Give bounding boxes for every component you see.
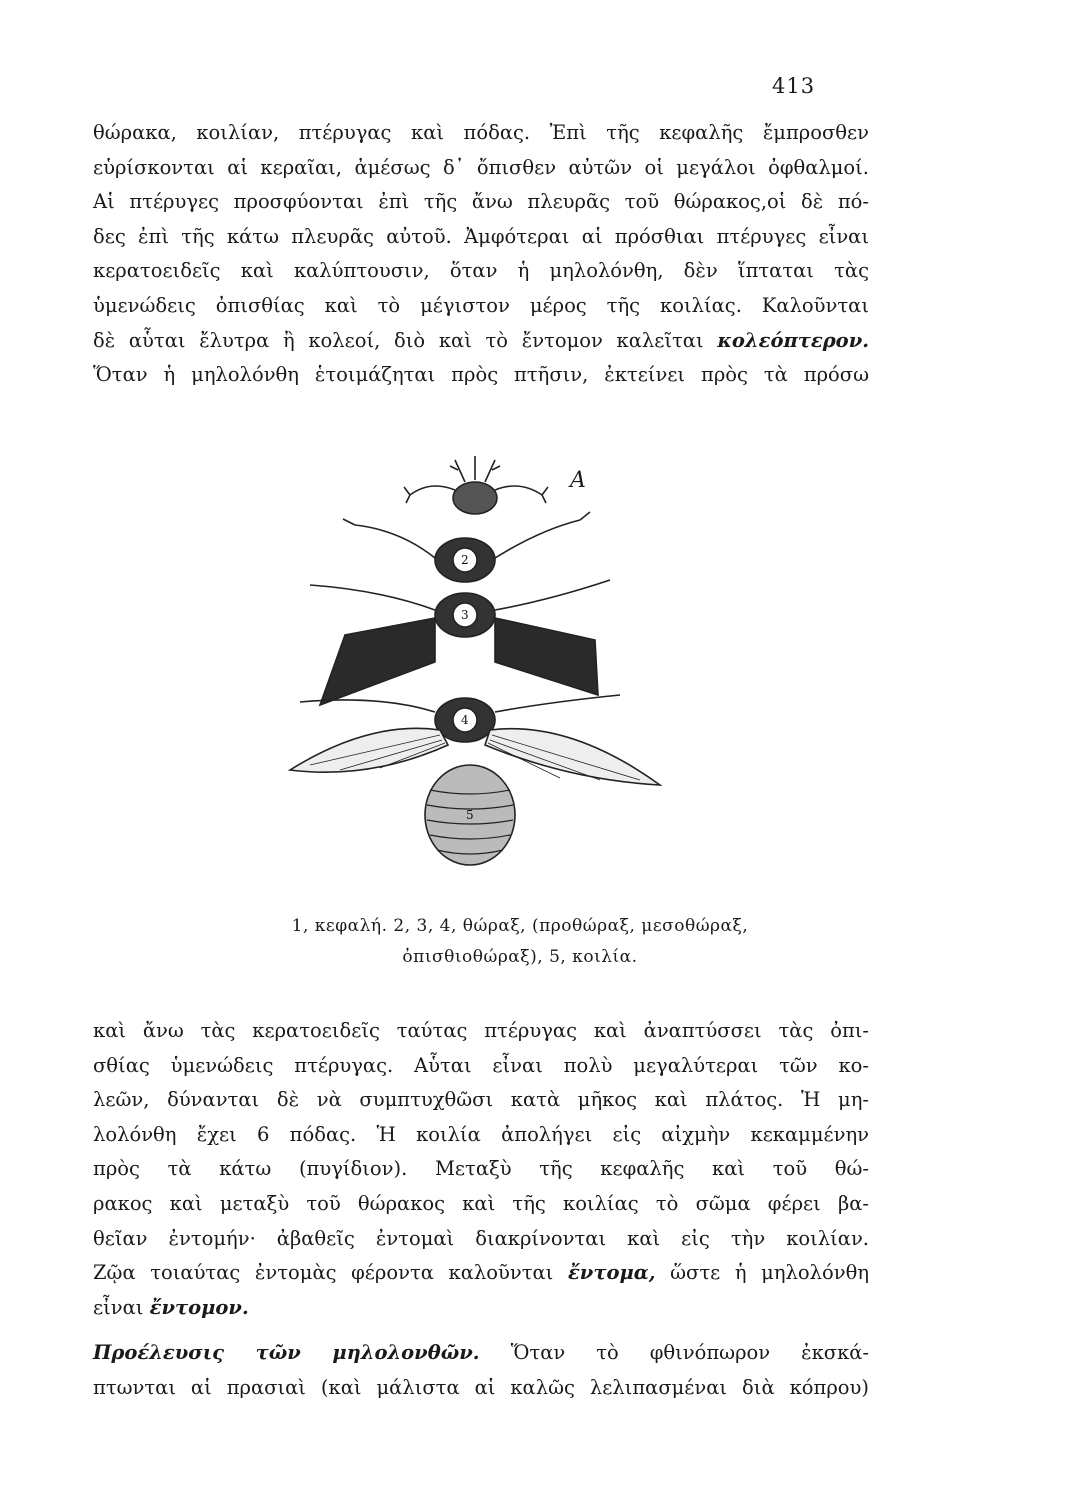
paragraph-2 [93, 1014, 869, 1325]
figure-caption-line-2: ὀπισθιοθώραξ), 5, κοιλία. [402, 947, 638, 967]
mouthparts [450, 456, 500, 482]
paragraph-1 [93, 116, 869, 393]
segment-number: 4 [461, 713, 469, 727]
text-line: πρὸς τὰ κάτω (πυγίδιον). Μεταξὺ τῆς κεφαλῆς καὶ τοῦ θώ- [93, 1157, 869, 1181]
segment-number: 3 [461, 608, 469, 622]
text-line: καὶ ἄνω τὰς κερατοειδεῖς ταύτας πτέρυγας καὶ ἀναπτύσσει τὰς ὀπι- [93, 1019, 869, 1042]
text-line: λολόνθη ἔχει 6 πόδας. Ἡ κοιλία ἀπολήγει εἰς αἰχμὴν κεκαμμένην [93, 1122, 869, 1146]
elytron-right [495, 618, 598, 695]
antenna-left [404, 486, 455, 503]
beetle-anatomy-figure [280, 440, 700, 880]
text-line: πτωνται αἱ πρασιαὶ (καὶ μάλιστα αἱ καλῶς λελιπασμέναι διὰ κόπρου) [93, 1375, 869, 1399]
paragraph-3 [93, 1336, 869, 1405]
text-fragment: Ζῷα τοιαύτας ἐντομὰς φέροντα καλοῦνται [93, 1261, 554, 1285]
bold-term-entoma: ἔντομα, [567, 1261, 656, 1285]
bold-term-koleopteron: κολεόπτερον. [717, 328, 870, 352]
text-fragment: δὲ αὗται ἔλυτρα ἢ κολεοί, διὸ καὶ τὸ ἔντομον καλεῖται [93, 328, 704, 352]
text-fragment: ὥστε ἡ μηλολόνθη [670, 1261, 870, 1285]
text-fragment: Ὅταν τὸ φθινόπωρον ἐκσκά- [510, 1341, 870, 1364]
text-line-with-term [93, 1291, 869, 1326]
text-line: ρακος καὶ μεταξὺ τοῦ θώρακος καὶ τῆς κοιλίας τὸ σῶμα φέρει βα- [93, 1191, 869, 1215]
text-line: Αἱ πτέρυγες προσφύονται ἐπὶ τῆς ἄνω πλευρᾶς τοῦ θώρακος,οἱ δὲ πό- [93, 190, 869, 214]
segment-number: 2 [461, 553, 469, 567]
figure-caption-line-1: 1, κεφαλή. 2, 3, 4, θώραξ, (προθώραξ, μεσοθώραξ, [291, 916, 749, 936]
figure-label: A [570, 468, 586, 493]
text-line: λεῶν, δύνανται δὲ νὰ συμπτυχθῶσι κατὰ μῆκος καὶ πλάτος. Ἡ μη- [93, 1088, 869, 1112]
text-line: σθίας ὑμενώδεις πτέρυγας. Αὗται εἶναι πολὺ μεγαλύτεραι τῶν κο- [93, 1053, 869, 1077]
text-line: θώρακα, κοιλίαν, πτέρυγας καὶ πόδας. Ἐπὶ τῆς κεφαλῆς ἔμπροσθεν [93, 121, 869, 144]
text-line-with-heading [93, 1336, 869, 1371]
antenna-right [495, 486, 548, 503]
text-line: Ὅταν ἡ μηλολόνθη ἑτοιμάζηται πρὸς πτῆσιν, ἐκτείνει πρὸς τὰ πρόσω [93, 363, 869, 387]
text-line: ὑμενώδεις ὀπισθίας καὶ τὸ μέγιστον μέρος τῆς κοιλίας. Καλοῦνται [93, 293, 869, 317]
section-heading: Προέλευσις τῶν μηλολονθῶν. [93, 1341, 480, 1364]
text-line-with-term [93, 324, 869, 359]
text-line: εὑρίσκονται αἱ κεραῖαι, ἀμέσως δ᾽ ὄπισθεν αὐτῶν οἱ μεγάλοι ὀφθαλμοί. [93, 155, 869, 179]
text-fragment: εἶναι [93, 1295, 144, 1319]
text-line: κερατοειδεῖς καὶ καλύπτουσιν, ὅταν ἡ μηλολόνθη, δὲν ἵπταται τὰς [93, 259, 869, 283]
bold-term-entomon: ἔντομον. [149, 1295, 249, 1319]
text-line: θεῖαν ἐντομήν· ἀβαθεῖς ἐντομαὶ διακρίνονται καὶ εἰς τὴν κοιλίαν. [93, 1226, 869, 1250]
wing-left [290, 728, 448, 772]
text-line: δες ἐπὶ τῆς κάτω πλευρᾶς αὐτοῦ. Ἀμφότεραι αἱ πρόσθιαι πτέρυγες εἶναι [93, 224, 869, 248]
segment-number: 5 [466, 808, 474, 822]
head-segment [453, 482, 497, 514]
elytron-left [320, 618, 435, 705]
page-number: 413 [772, 74, 816, 98]
text-line-with-term [93, 1256, 869, 1291]
wing-right [485, 729, 660, 785]
